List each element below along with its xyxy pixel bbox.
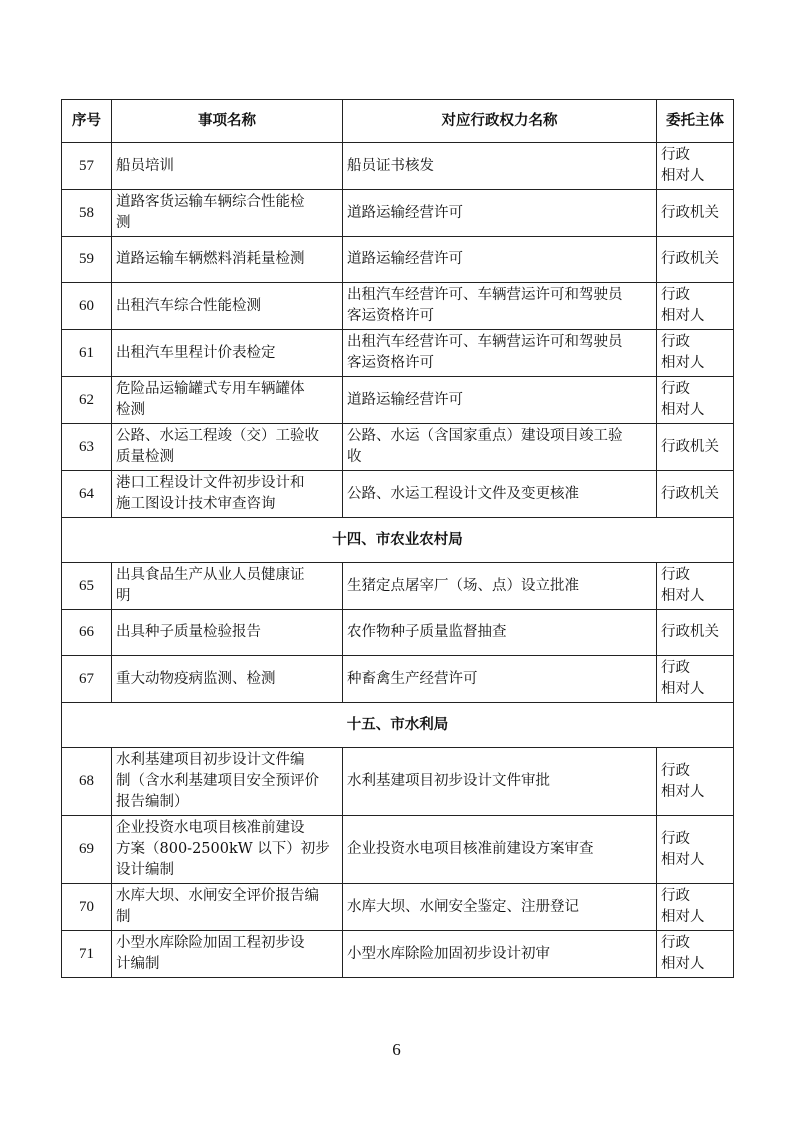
- cell-item-name: 船员培训: [112, 143, 343, 190]
- cell-item-name: 出租汽车综合性能检测: [112, 283, 343, 330]
- header-entrust: 委托主体: [657, 100, 734, 143]
- cell-number: 65: [62, 563, 112, 610]
- cell-power-name: 出租汽车经营许可、车辆营运许可和驾驶员 客运资格许可: [343, 330, 657, 377]
- table-row: [62, 656, 734, 703]
- table-row: [62, 748, 734, 816]
- table-row: [62, 424, 734, 471]
- cell-item-name: 企业投资水电项目核准前建设 方案（800-2500kW 以下）初步 设计编制: [112, 816, 343, 884]
- cell-item-name: 出具种子质量检验报告: [112, 610, 343, 656]
- table-body: [62, 143, 734, 978]
- cell-entrust: 行政 相对人: [657, 816, 734, 884]
- cell-entrust: 行政 相对人: [657, 377, 734, 424]
- cell-entrust: 行政 相对人: [657, 563, 734, 610]
- cell-number: 67: [62, 656, 112, 703]
- section-row: [62, 518, 734, 563]
- cell-power-name: 船员证书核发: [343, 143, 657, 190]
- table-row: [62, 884, 734, 931]
- cell-power-name: 生猪定点屠宰厂（场、点）设立批准: [343, 563, 657, 610]
- cell-number: 70: [62, 884, 112, 931]
- header-item: 事项名称: [112, 100, 343, 143]
- cell-item-name: 道路客货运输车辆综合性能检 测: [112, 190, 343, 237]
- cell-power-name: 企业投资水电项目核准前建设方案审查: [343, 816, 657, 884]
- cell-number: 63: [62, 424, 112, 471]
- table-row: [62, 610, 734, 656]
- items-table: [61, 99, 734, 978]
- cell-number: 60: [62, 283, 112, 330]
- cell-entrust: 行政 相对人: [657, 931, 734, 978]
- table-row: [62, 190, 734, 237]
- section-title: 十五、市水利局: [62, 703, 734, 748]
- table-row: [62, 471, 734, 518]
- cell-entrust: 行政 相对人: [657, 748, 734, 816]
- cell-number: 71: [62, 931, 112, 978]
- cell-power-name: 农作物种子质量监督抽查: [343, 610, 657, 656]
- cell-number: 57: [62, 143, 112, 190]
- cell-power-name: 水利基建项目初步设计文件审批: [343, 748, 657, 816]
- cell-number: 58: [62, 190, 112, 237]
- cell-entrust: 行政 相对人: [657, 283, 734, 330]
- table-row: [62, 143, 734, 190]
- cell-number: 64: [62, 471, 112, 518]
- cell-entrust: 行政机关: [657, 424, 734, 471]
- cell-item-name: 出具食品生产从业人员健康证 明: [112, 563, 343, 610]
- cell-item-name: 出租汽车里程计价表检定: [112, 330, 343, 377]
- cell-power-name: 出租汽车经营许可、车辆营运许可和驾驶员 客运资格许可: [343, 283, 657, 330]
- cell-item-name: 小型水库除险加固工程初步设 计编制: [112, 931, 343, 978]
- cell-item-name: 港口工程设计文件初步设计和 施工图设计技术审查咨询: [112, 471, 343, 518]
- cell-power-name: 水库大坝、水闸安全鉴定、注册登记: [343, 884, 657, 931]
- page-number: 6: [392, 1040, 401, 1059]
- cell-entrust: 行政机关: [657, 190, 734, 237]
- cell-entrust: 行政 相对人: [657, 884, 734, 931]
- cell-entrust: 行政 相对人: [657, 143, 734, 190]
- cell-item-name: 危险品运输罐式专用车辆罐体 检测: [112, 377, 343, 424]
- cell-power-name: 种畜禽生产经营许可: [343, 656, 657, 703]
- cell-number: 66: [62, 610, 112, 656]
- header-power: 对应行政权力名称: [343, 100, 657, 143]
- cell-power-name: 小型水库除险加固初步设计初审: [343, 931, 657, 978]
- cell-power-name: 公路、水运工程设计文件及变更核准: [343, 471, 657, 518]
- table-header-row: [62, 100, 734, 143]
- table-row: [62, 931, 734, 978]
- header-seq: 序号: [62, 100, 112, 143]
- cell-entrust: 行政机关: [657, 610, 734, 656]
- cell-item-name: 道路运输车辆燃料消耗量检测: [112, 237, 343, 283]
- table-row: [62, 283, 734, 330]
- cell-number: 59: [62, 237, 112, 283]
- cell-item-name: 水库大坝、水闸安全评价报告编 制: [112, 884, 343, 931]
- cell-power-name: 道路运输经营许可: [343, 190, 657, 237]
- table-row: [62, 563, 734, 610]
- table-row: [62, 816, 734, 884]
- section-row: [62, 703, 734, 748]
- cell-power-name: 道路运输经营许可: [343, 377, 657, 424]
- cell-number: 62: [62, 377, 112, 424]
- cell-item-name: 重大动物疫病监测、检测: [112, 656, 343, 703]
- cell-number: 61: [62, 330, 112, 377]
- table-row: [62, 237, 734, 283]
- cell-entrust: 行政机关: [657, 471, 734, 518]
- cell-number: 68: [62, 748, 112, 816]
- cell-power-name: 道路运输经营许可: [343, 237, 657, 283]
- cell-entrust: 行政机关: [657, 237, 734, 283]
- cell-entrust: 行政 相对人: [657, 330, 734, 377]
- cell-number: 69: [62, 816, 112, 884]
- table-row: [62, 330, 734, 377]
- cell-power-name: 公路、水运（含国家重点）建设项目竣工验 收: [343, 424, 657, 471]
- cell-item-name: 水利基建项目初步设计文件编 制（含水利基建项目安全预评价 报告编制）: [112, 748, 343, 816]
- cell-entrust: 行政 相对人: [657, 656, 734, 703]
- table-row: [62, 377, 734, 424]
- cell-item-name: 公路、水运工程竣（交）工验收 质量检测: [112, 424, 343, 471]
- section-title: 十四、市农业农村局: [62, 518, 734, 563]
